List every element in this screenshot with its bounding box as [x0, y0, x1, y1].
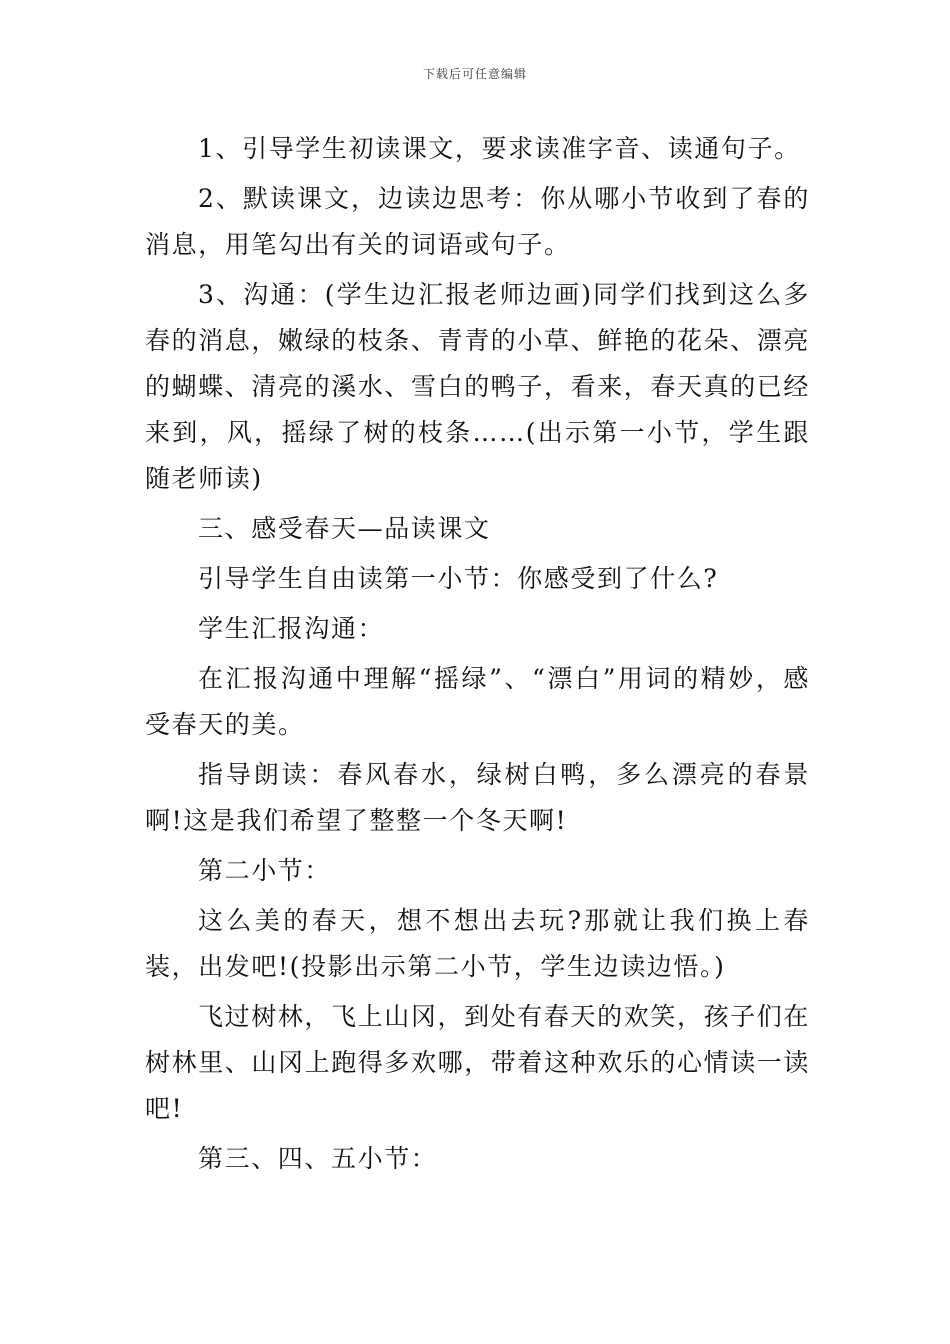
paragraph-10: 飞过树林，飞上山冈，到处有春天的欢笑，孩子们在树林里、山冈上跑得多欢哪，带着这种欢乐的心情读一读吧! [145, 1002, 811, 1123]
document-body [145, 126, 810, 1186]
paragraph-6: 在汇报沟通中理解“摇绿”、“漂白”用词的精妙，感受春天的美。 [145, 664, 810, 739]
paragraph-1: 1、引导学生初读课文，要求读准字音、读通句子。 [198, 134, 801, 163]
paragraph-9: 这么美的春天，想不想出去玩?那就让我们换上春装，出发吧!(投影出示第二小节，学生边读边悟。) [145, 906, 810, 981]
paragraph-2: 2、默读课文，边读边思考：你从哪小节收到了春的消息，用笔勾出有关的词语或句子。 [145, 184, 810, 259]
paragraph-8: 第二小节： [198, 856, 332, 885]
paragraph-7: 指导朗读：春风春水，绿树白鸭，多么漂亮的春景啊!这是我们希望了整整一个冬天啊! [145, 760, 810, 835]
paragraph-5: 学生汇报沟通： [198, 614, 385, 643]
paragraph-4: 引导学生自由读第一小节：你感受到了什么? [198, 564, 719, 593]
paragraph-11: 第三、四、五小节： [198, 1144, 438, 1173]
section-heading-3: 三、感受春天—品读课文 [198, 514, 491, 543]
paragraph-3: 3、沟通：(学生边汇报老师边画)同学们找到这么多春的消息，嫩绿的枝条、青青的小草、鲜艳的花朵、漂亮的蝴蝶、清亮的溪水、雪白的鸭子，看来，春天真的已经来到，风，摇绿了树的枝条……(出示第一小节，学生跟随老师读) [145, 280, 811, 493]
page-header: 下载后可任意编辑 [422, 67, 527, 81]
